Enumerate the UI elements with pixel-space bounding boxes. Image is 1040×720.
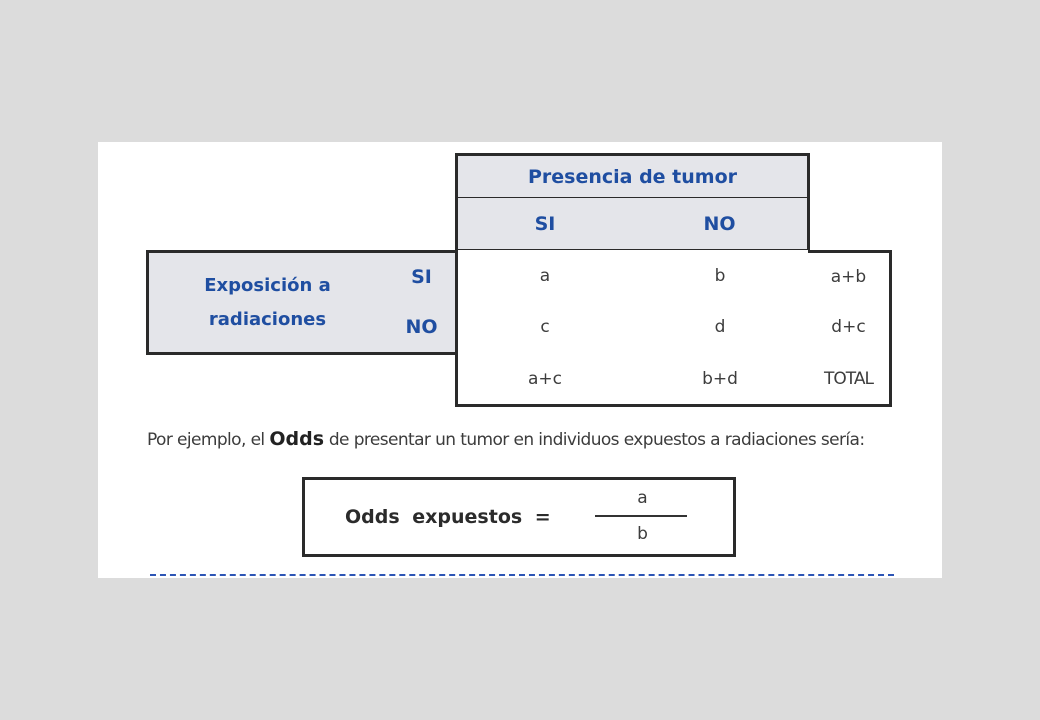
cell-row2-total (808, 301, 892, 355)
cell-col2-total-text: b+d (702, 368, 738, 389)
cell-row1-total (808, 250, 892, 303)
formula-label: Odds expuestos = (345, 506, 551, 528)
example-paragraph (147, 428, 907, 450)
cell-col1-total-text: a+c (527, 368, 562, 389)
column-header-tumor (455, 153, 810, 200)
dashed-divider (150, 574, 894, 576)
cell-c (455, 301, 634, 355)
cell-row2-total-text: d+c (831, 317, 866, 337)
column-header-label: Presencia de tumor (527, 165, 738, 188)
fraction-bar (595, 515, 687, 517)
column-no-label: NO (703, 212, 736, 235)
column-header-si (455, 198, 634, 252)
column-header-no (632, 198, 810, 252)
row-no-label: NO (405, 315, 438, 338)
cell-d-text: d (714, 317, 726, 337)
cell-a-text: a (539, 265, 551, 286)
cell-c-text: c (540, 317, 550, 337)
row-header-exposure (146, 250, 388, 355)
row-header-no (386, 301, 457, 355)
row-header-si (386, 250, 457, 303)
cell-col1-total (455, 353, 634, 407)
formula-box (302, 477, 736, 557)
column-si-label: SI (534, 212, 556, 235)
paragraph-text-before: Por ejemplo, el (147, 430, 270, 450)
paragraph-bold-term: Odds (269, 428, 325, 450)
row-header-label: Exposición a radiaciones (204, 274, 331, 330)
paragraph-text-after: de presentar un tumor en individuos expuestos a radiaciones sería: (324, 430, 865, 450)
cell-a (455, 250, 634, 303)
formula-denominator: b (637, 524, 648, 544)
cell-col2-total (632, 353, 810, 407)
cell-b (632, 250, 810, 303)
cell-b-text: b (714, 265, 726, 286)
cell-row1-total-text: a+b (830, 267, 867, 287)
cell-d (632, 301, 810, 355)
cell-grand-total (808, 353, 892, 407)
row-si-label: SI (411, 266, 432, 288)
cell-grand-total-text: TOTAL (824, 368, 873, 389)
formula-numerator: a (637, 488, 648, 508)
